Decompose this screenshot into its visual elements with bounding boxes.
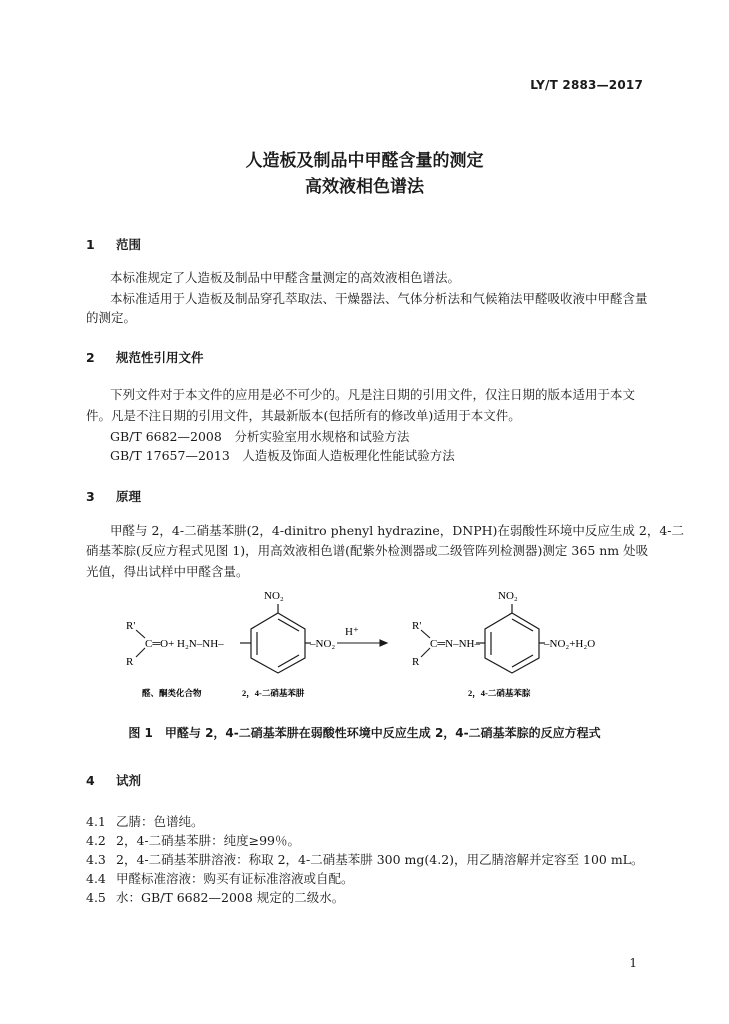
benzene-ring-right <box>476 604 545 673</box>
section-title: 范围 <box>116 237 142 252</box>
section-number: 2 <box>86 350 95 365</box>
paragraph-continuation: 硝基苯腙(反应方程式见图 1)，用高效液相色谱(配紫外检测器或二级管阵列检测器)测定 365 nm 处吸 <box>86 543 649 558</box>
r-label: R <box>126 656 134 668</box>
reagent-text: 水：GB/T 6682—2008 规定的二级水。 <box>116 890 345 905</box>
figure-caption: 图 1 甲醛与 2，4-二硝基苯肼在弱酸性环境中反应生成 2，4-二硝基苯腙的反应方程式 <box>128 726 601 740</box>
page-number: 1 <box>629 956 637 970</box>
reagent-number: 4.1 <box>86 814 106 829</box>
catalyst-label: H⁺ <box>345 626 359 638</box>
reagent-text: 2，4-二硝基苯肼溶液：称取 2，4-二硝基苯肼 300 mg(4.2)，用乙腈溶解并定容至 100 mL。 <box>116 852 644 867</box>
normative-reference: GB/T 17657—2013 人造板及饰面人造板理化性能试验方法 <box>110 448 455 463</box>
document-number: LY/T 2883—2017 <box>530 78 643 92</box>
product-formula: C═N–NH– <box>430 638 480 650</box>
section-title: 试剂 <box>116 773 142 788</box>
reactant-formula: C═O+ H₂N–NH– <box>145 638 224 650</box>
reagent-text: 2，4-二硝基苯肼：纯度≥99％。 <box>116 833 301 848</box>
nitro-para-label: –NO₂ <box>310 638 336 650</box>
reagent-number: 4.2 <box>86 833 106 848</box>
reagent-item <box>86 850 644 868</box>
normative-reference: GB/T 6682—2008 分析实验室用水规格和试验方法 <box>110 429 410 444</box>
compound-name-dnph: 2，4-二硝基苯肼 <box>242 688 305 698</box>
paragraph-continuation: 光值，得出试样中甲醛含量。 <box>86 564 249 579</box>
section-title: 规范性引用文件 <box>116 350 204 365</box>
r-prime-label: R' <box>126 620 136 632</box>
section-number: 4 <box>86 773 95 788</box>
paragraph: 本标准适用于人造板及制品穿孔萃取法、干燥器法、气体分析法和气候箱法甲醛吸收液中甲醛含量 <box>110 291 648 306</box>
reaction-arrow <box>337 640 387 646</box>
section-2-heading <box>86 348 204 366</box>
reaction-scheme-figure <box>100 585 640 710</box>
compound-name-aldehyde: 醛、酮类化合物 <box>142 688 202 698</box>
reagent-item <box>86 869 354 887</box>
paragraph: 下列文件对于本文件的应用是必不可少的。凡是注日期的引用文件，仅注日期的版本适用于本文 <box>110 387 636 402</box>
reagent-number: 4.3 <box>86 852 106 867</box>
reagent-number: 4.4 <box>86 871 106 886</box>
compound-name-hydrazone: 2，4-二硝基苯腙 <box>468 688 531 698</box>
section-3-heading <box>86 487 141 505</box>
paragraph: 本标准规定了人造板及制品中甲醛含量测定的高效液相色谱法。 <box>110 270 461 285</box>
r-prime-label: R' <box>412 620 422 632</box>
benzene-ring-left <box>240 604 311 673</box>
section-4-heading <box>86 771 141 789</box>
reagent-item <box>86 812 204 830</box>
section-title: 原理 <box>116 489 142 504</box>
r-label: R <box>412 656 420 668</box>
paragraph: 甲醛与 2，4-二硝基苯肼(2，4-dinitro phenyl hydrazine，DNPH)在弱酸性环境中反应生成 2，4-二 <box>110 523 685 538</box>
reagent-number: 4.5 <box>86 890 106 905</box>
section-1-heading <box>86 235 141 253</box>
reagent-item <box>86 888 344 906</box>
nitro-label: NO₂ <box>264 590 284 602</box>
document-subtitle: 高效液相色谱法 <box>305 177 424 197</box>
reagent-item <box>86 831 300 849</box>
product-tail-label: –NO₂+H₂O <box>544 638 596 650</box>
paragraph-continuation: 件。凡是不注日期的引用文件，其最新版本(包括所有的修改单)适用于本文件。 <box>86 408 521 423</box>
document-title: 人造板及制品中甲醛含量的测定 <box>245 151 484 171</box>
reagent-text: 甲醛标准溶液：购买有证标准溶液或自配。 <box>116 871 354 886</box>
nitro-label: NO₂ <box>498 590 518 602</box>
paragraph-continuation: 的测定。 <box>86 310 137 325</box>
reagent-text: 乙腈：色谱纯。 <box>116 814 204 829</box>
section-number: 1 <box>86 237 95 252</box>
section-number: 3 <box>86 489 95 504</box>
